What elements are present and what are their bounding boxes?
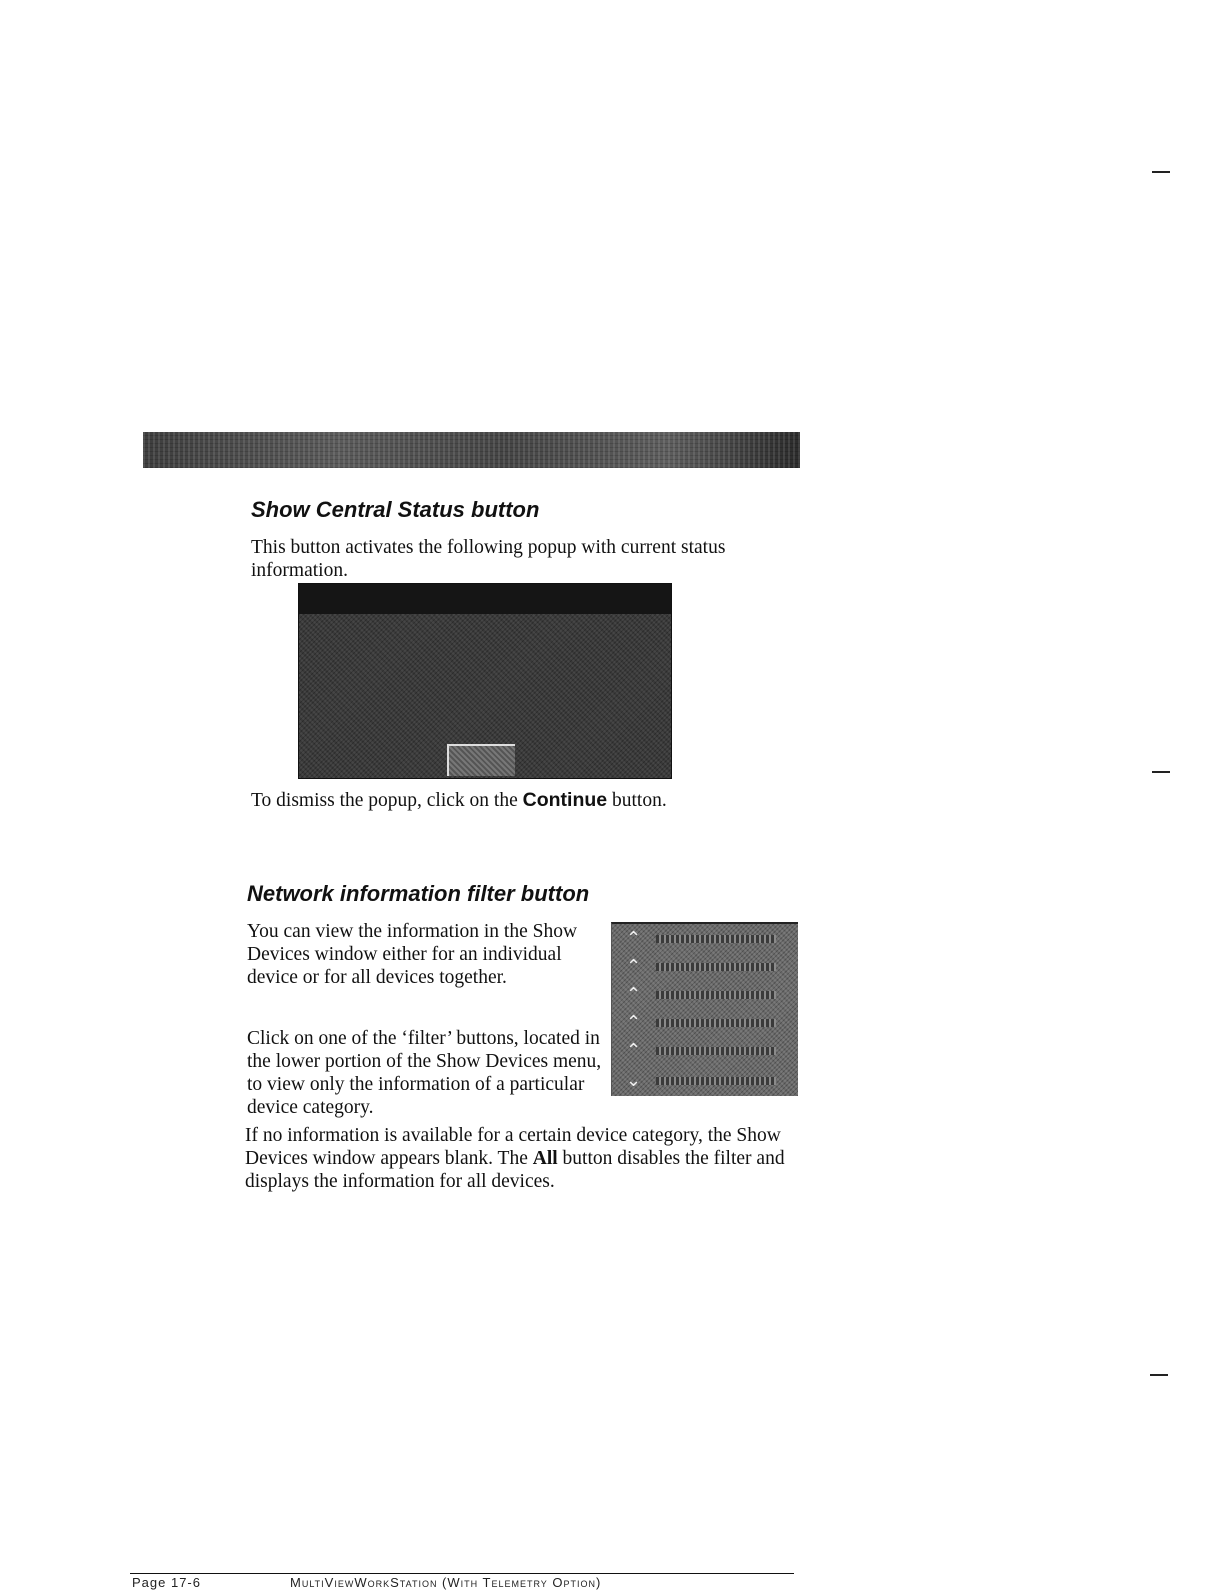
- footer-page-number: Page 17-6: [132, 1575, 201, 1590]
- filter-row: [612, 1010, 798, 1036]
- filter-row-label-image: [656, 963, 776, 971]
- margin-mark: [1152, 171, 1170, 173]
- filter-row-label-image: [656, 1077, 776, 1085]
- paragraph-dismiss-popup: [251, 789, 811, 812]
- central-status-popup-screenshot: [298, 583, 672, 779]
- filter-buttons-screenshot: [611, 922, 798, 1096]
- filter-blank-text-before: If no information is available for a certain device category, the Show Devices window appears blank. The: [245, 1125, 781, 1169]
- paragraph-filter-intro: You can view the information in the Show Devices window either for an individual device or for all devices together.: [247, 921, 578, 988]
- paragraph-filter-blank: [245, 1124, 810, 1193]
- continue-button-reference: Continue: [522, 789, 608, 811]
- margin-mark: [1150, 1374, 1168, 1376]
- margin-mark: [1152, 771, 1170, 773]
- section-heading-show-central-status: Show Central Status button: [251, 497, 540, 522]
- chevron-up-icon: ⌃: [626, 928, 642, 949]
- filter-row: [612, 1068, 798, 1094]
- chevron-up-icon: ⌃: [626, 1012, 642, 1033]
- dismiss-text-before: To dismiss the popup, click on the: [251, 790, 523, 811]
- filter-row: [612, 1038, 798, 1064]
- filter-row: [612, 954, 798, 980]
- all-button-reference: All: [532, 1148, 558, 1169]
- footer-rule: [130, 1573, 794, 1574]
- chevron-up-icon: ⌃: [626, 984, 642, 1005]
- filter-row-label-image: [656, 935, 776, 943]
- filter-row: [612, 926, 798, 952]
- chevron-down-icon: ⌄: [626, 1070, 642, 1091]
- filter-row-label-image: [656, 991, 776, 999]
- section-header-bar: [143, 432, 800, 468]
- filter-row-label-image: [656, 1047, 776, 1055]
- popup-continue-button-image: [447, 744, 515, 776]
- paragraph-filter-usage: Click on one of the ‘filter’ buttons, located in the lower portion of the Show Devices menu, to view only the information of a particular device category.: [247, 1028, 602, 1118]
- paragraph-central-status-intro: This button activates the following popup with current status information.: [251, 537, 726, 581]
- filter-row: [612, 982, 798, 1008]
- section-heading-network-filter: Network information filter button: [247, 881, 590, 906]
- chevron-up-icon: ⌃: [626, 1040, 642, 1061]
- footer-document-title: MultiViewWorkStation (With Telemetry Option): [290, 1575, 602, 1590]
- chevron-up-icon: ⌃: [626, 956, 642, 977]
- dismiss-text-after: button.: [607, 790, 667, 811]
- filter-blank-text-after: button disables the filter and displays the information for all devices.: [245, 1148, 785, 1192]
- filter-row-label-image: [656, 1019, 776, 1027]
